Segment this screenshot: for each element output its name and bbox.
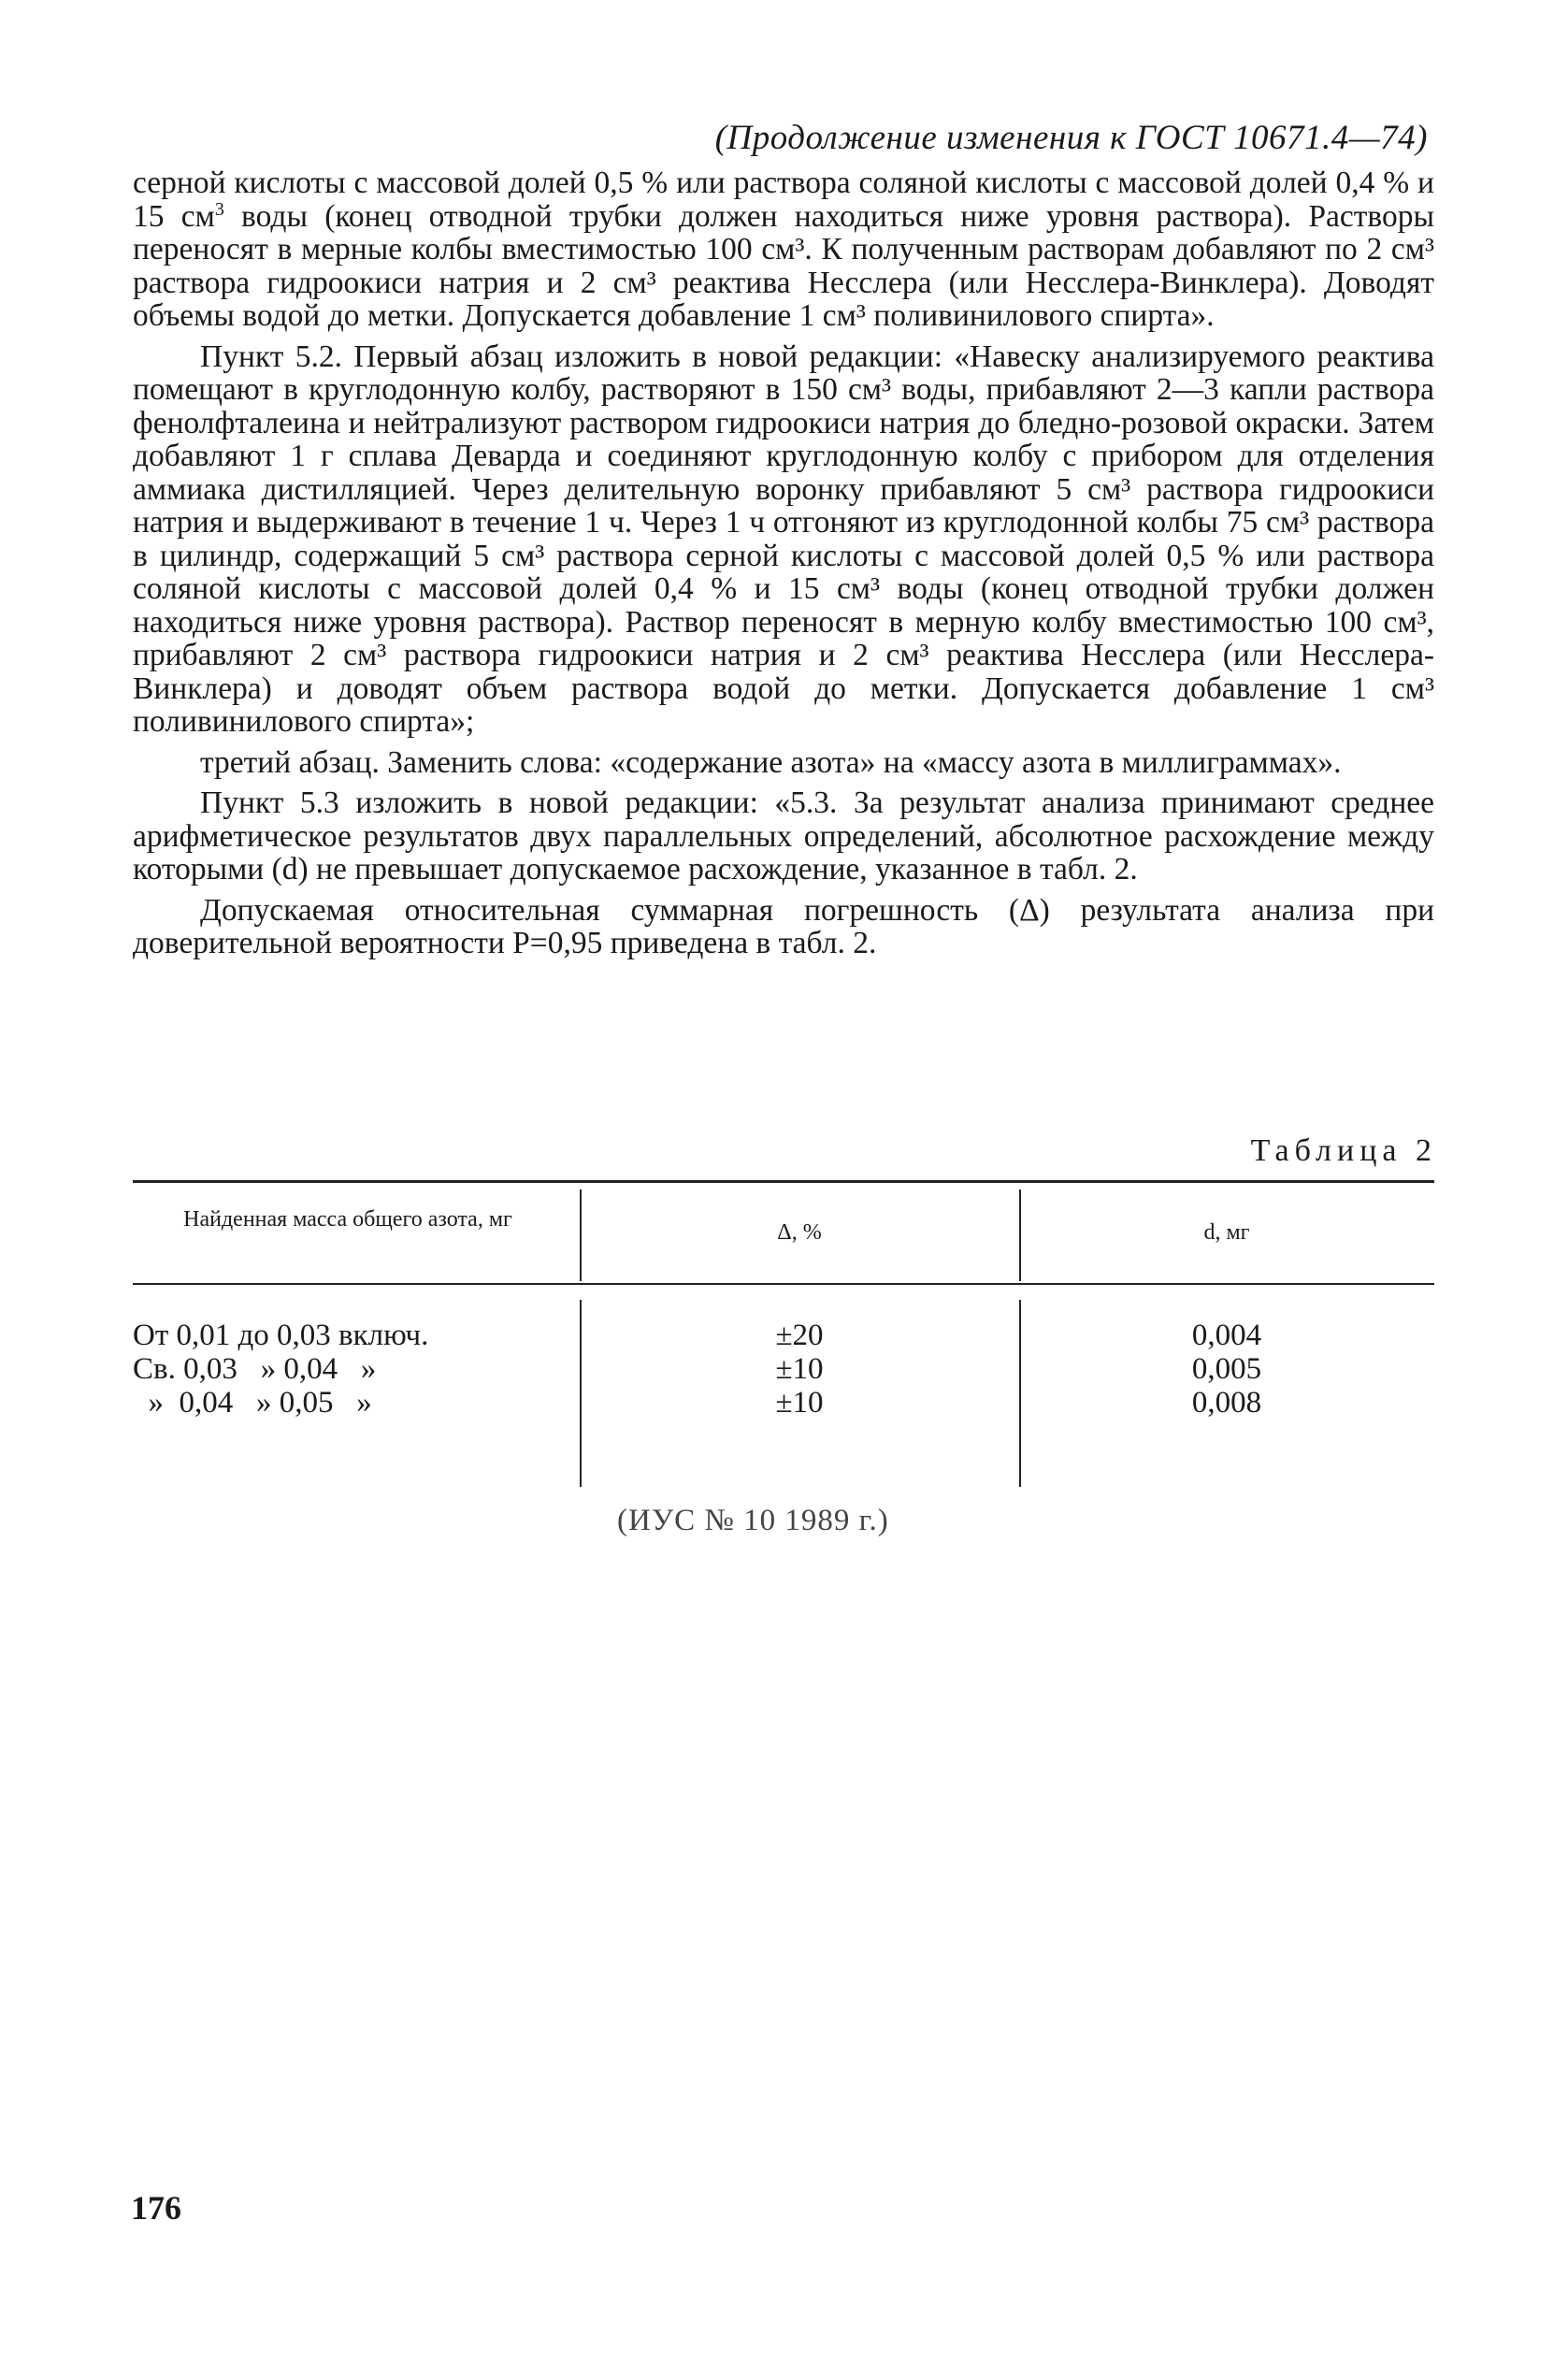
paragraph-tolerance: Допускаемая относительная суммарная погрешность (Δ) результата анализа при доверительной вероятности P=0,95 приведена в табл. 2.	[133, 892, 1434, 960]
running-header: (Продолжение изменения к ГОСТ 10671.4—74)	[714, 119, 1428, 157]
header-d: d, мг	[1203, 1220, 1250, 1245]
paragraph-clause-5-3: Пункт 5.3 изложить в новой редакции: «5.3. За результат анализа принимают среднее арифметическое результатов двух параллельных определений, абсолютное расхождение между которыми (d) не превышает допускаемое расхождение, указанное в табл. 2.	[133, 786, 1434, 886]
cell-row2-delta: ±10	[775, 1352, 824, 1386]
cell-row3-d: 0,008	[1191, 1386, 1262, 1420]
table-header-rule	[133, 1283, 1434, 1285]
paragraph-third-abzac: третий абзац. Заменить слова: «содержание азота» на «массу азота в миллиграммах».	[200, 744, 1342, 780]
cell-row3-mass: » 0,04 » 0,05 »	[133, 1386, 372, 1420]
page-number: 176	[131, 2189, 181, 2227]
cell-row1-d: 0,004	[1191, 1319, 1262, 1352]
superscript: 3	[214, 198, 224, 220]
table-caption: Таблица 2	[1250, 1133, 1437, 1168]
table-top-rule	[133, 1180, 1434, 1183]
paragraph-1-text-start: серной кислоты с массовой долей 0,5 % или раствора соляной кислоты с массовой долей 0,4 % и 15 см	[133, 166, 1434, 234]
cell-row1-mass: От 0,01 до 0,03 включ.	[133, 1319, 429, 1352]
cell-row2-mass: Св. 0,03 » 0,04 »	[133, 1352, 377, 1386]
footnote-ius: (ИУС № 10 1989 г.)	[617, 1504, 889, 1537]
header-mass: Найденная масса общего азота, мг	[183, 1207, 512, 1232]
header-delta: Δ, %	[777, 1220, 822, 1245]
cell-row3-delta: ±10	[775, 1386, 824, 1420]
paragraph-clause-5-2: Пункт 5.2. Первый абзац изложить в новой редакции: «Навеску анализируемого реактива помещают в круглодонную колбу, растворяют в 150 см³ воды, прибавляют 2—3 капли раствора фенолфталеина и нейтрализуют раствором гидроокиси натрия до бледно-розовой окраски. Затем добавляют 1 г сплава Деварда и соединяют круглодонную колбу с прибором для отделения аммиака дистилляцией. Через делительную воронку прибавляют 5 см³ раствора гидроокиси натрия и выдерживают в течение 1 ч. Через 1 ч отгоняют из круглодонной колбы 75 см³ раствора в цилиндр, содержащий 5 см³ раствора серной кислоты с массовой долей 0,5 % или раствора соляной кислоты с массовой долей 0,4 % и 15 см³ воды (конец отводной трубки должен находиться ниже уровня раствора). Раствор переносят в мерную колбу вместимостью 100 см³, прибавляют 2 см³ раствора гидроокиси натрия и 2 см³ реактива Несслера (или Несслера-Винклера) и доводят объем раствора водой до метки. Допускается добавление 1 см³ поливинилового спирта»;	[133, 339, 1434, 739]
cell-row1-delta: ±20	[775, 1319, 824, 1352]
paragraph-1-text-end: воды (конец отводной трубки должен находиться ниже уровня раствора). Растворы переносят в мерные колбы вместимостью 100 см³. К полученным растворам добавляют по 2 см³ раствора гидроокиси натрия и 2 см³ реактива Несслера (или Несслера-Винклера). Доводят объемы водой до метки. Допускается добавление 1 см³ поливинилового спирта».	[133, 198, 1434, 333]
paragraph-continuation	[133, 166, 1434, 333]
body-text	[133, 166, 1434, 968]
cell-row2-d: 0,005	[1191, 1352, 1262, 1386]
